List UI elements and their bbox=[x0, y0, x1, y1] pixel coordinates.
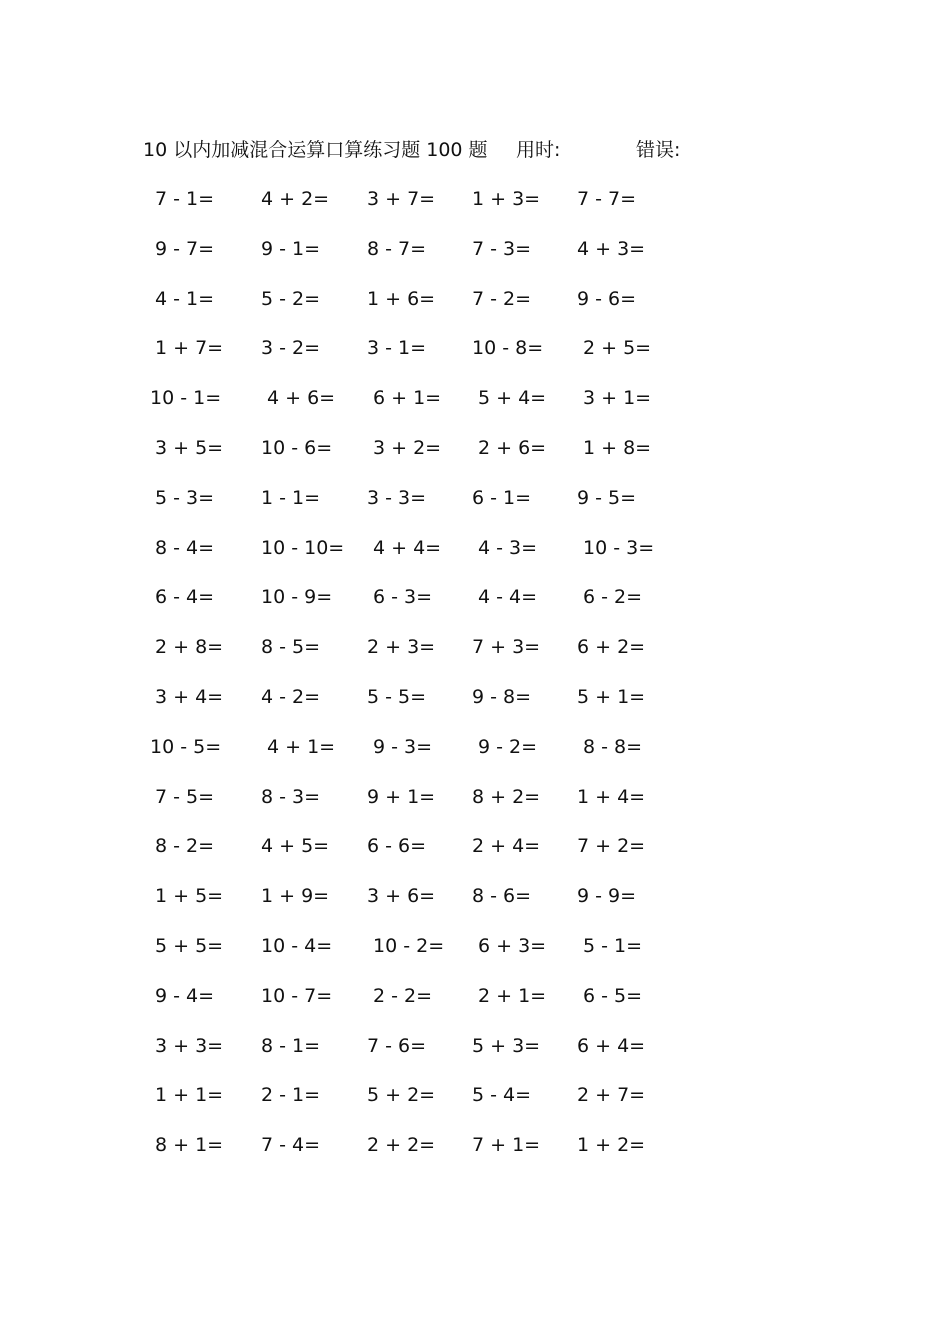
arithmetic-problem: 6 - 5= bbox=[583, 984, 643, 1007]
arithmetic-problem: 7 - 3= bbox=[472, 237, 532, 260]
arithmetic-problem: 2 - 1= bbox=[261, 1084, 321, 1107]
arithmetic-problem: 2 + 6= bbox=[478, 437, 547, 459]
arithmetic-problem: 4 + 6= bbox=[267, 387, 336, 410]
arithmetic-problem: 2 + 4= bbox=[472, 835, 541, 858]
arithmetic-problem: 10 - 1= bbox=[150, 387, 222, 410]
problem-row bbox=[0, 926, 950, 966]
arithmetic-problem: 2 + 5= bbox=[583, 337, 652, 360]
time-used-label: 用时: bbox=[516, 139, 561, 161]
arithmetic-problem: 10 - 6= bbox=[261, 437, 333, 459]
arithmetic-problem: 1 + 8= bbox=[583, 437, 652, 459]
arithmetic-problem: 1 + 5= bbox=[155, 885, 224, 908]
arithmetic-problem: 9 - 4= bbox=[155, 984, 215, 1007]
arithmetic-problem: 8 - 7= bbox=[367, 237, 427, 260]
arithmetic-problem: 9 - 5= bbox=[577, 486, 637, 509]
arithmetic-problem: 1 + 2= bbox=[577, 1134, 646, 1157]
problem-row bbox=[0, 378, 950, 418]
arithmetic-problem: 1 + 6= bbox=[367, 287, 436, 310]
arithmetic-problem: 6 + 2= bbox=[577, 636, 646, 659]
arithmetic-problem: 5 + 3= bbox=[472, 1034, 541, 1057]
arithmetic-problem: 6 - 6= bbox=[367, 835, 427, 858]
arithmetic-problem: 4 + 3= bbox=[577, 237, 646, 260]
arithmetic-problem: 3 + 3= bbox=[155, 1034, 224, 1057]
arithmetic-problem: 10 - 5= bbox=[150, 735, 222, 758]
problem-row bbox=[0, 976, 950, 1016]
problem-row bbox=[0, 627, 950, 667]
arithmetic-problem: 10 - 9= bbox=[261, 586, 333, 609]
arithmetic-problem: 5 + 4= bbox=[478, 387, 547, 410]
arithmetic-problem: 3 - 2= bbox=[261, 337, 321, 360]
arithmetic-problem: 6 + 4= bbox=[577, 1034, 646, 1057]
problem-row bbox=[0, 1075, 950, 1115]
arithmetic-problem: 8 - 6= bbox=[472, 885, 532, 908]
arithmetic-problem: 4 + 5= bbox=[261, 835, 330, 858]
arithmetic-problem: 9 - 7= bbox=[155, 237, 215, 260]
problem-row bbox=[0, 328, 950, 368]
arithmetic-problem: 8 + 2= bbox=[472, 785, 541, 808]
arithmetic-problem: 1 - 1= bbox=[261, 486, 321, 509]
arithmetic-problem: 2 + 3= bbox=[367, 636, 436, 659]
arithmetic-problem: 5 - 5= bbox=[367, 686, 427, 708]
arithmetic-problem: 1 + 1= bbox=[155, 1084, 224, 1107]
arithmetic-problem: 8 - 3= bbox=[261, 785, 321, 808]
arithmetic-problem: 7 + 1= bbox=[472, 1134, 541, 1157]
problem-row bbox=[0, 777, 950, 817]
problem-row bbox=[0, 727, 950, 767]
arithmetic-problem: 7 - 7= bbox=[577, 188, 637, 210]
problem-row bbox=[0, 677, 950, 717]
arithmetic-problem: 5 - 4= bbox=[472, 1084, 532, 1107]
arithmetic-problem: 8 - 5= bbox=[261, 636, 321, 659]
arithmetic-problem: 4 - 2= bbox=[261, 686, 321, 708]
arithmetic-problem: 7 + 3= bbox=[472, 636, 541, 659]
arithmetic-problem: 8 + 1= bbox=[155, 1134, 224, 1157]
arithmetic-problem: 6 + 1= bbox=[373, 387, 442, 410]
worksheet-title: 10 以内加减混合运算口算练习题 100 题 bbox=[143, 139, 488, 161]
arithmetic-problem: 8 - 2= bbox=[155, 835, 215, 858]
arithmetic-problem: 3 + 5= bbox=[155, 437, 224, 459]
arithmetic-problem: 1 + 7= bbox=[155, 337, 224, 360]
problem-row bbox=[0, 1026, 950, 1066]
arithmetic-problem: 1 + 4= bbox=[577, 785, 646, 808]
arithmetic-problem: 8 - 8= bbox=[583, 735, 643, 758]
arithmetic-problem: 5 + 1= bbox=[577, 686, 646, 708]
arithmetic-problem: 5 - 3= bbox=[155, 486, 215, 509]
arithmetic-problem: 6 - 1= bbox=[472, 486, 532, 509]
problem-row bbox=[0, 528, 950, 568]
problem-row bbox=[0, 279, 950, 319]
arithmetic-problem: 5 + 2= bbox=[367, 1084, 436, 1107]
arithmetic-problem: 8 - 1= bbox=[261, 1034, 321, 1057]
arithmetic-problem: 7 - 2= bbox=[472, 287, 532, 310]
problem-row bbox=[0, 229, 950, 269]
arithmetic-problem: 3 + 4= bbox=[155, 686, 224, 708]
arithmetic-problem: 3 + 7= bbox=[367, 188, 436, 210]
arithmetic-problem: 10 - 3= bbox=[583, 536, 655, 559]
arithmetic-problem: 10 - 10= bbox=[261, 536, 345, 559]
problem-row bbox=[0, 577, 950, 617]
arithmetic-problem: 9 + 1= bbox=[367, 785, 436, 808]
arithmetic-problem: 6 - 3= bbox=[373, 586, 433, 609]
arithmetic-problem: 10 - 2= bbox=[373, 935, 445, 957]
arithmetic-problem: 1 + 3= bbox=[472, 188, 541, 210]
arithmetic-problem: 4 + 1= bbox=[267, 735, 336, 758]
arithmetic-problem: 1 + 9= bbox=[261, 885, 330, 908]
arithmetic-problem: 2 + 1= bbox=[478, 984, 547, 1007]
arithmetic-problem: 3 + 2= bbox=[373, 437, 442, 459]
arithmetic-problem: 7 - 4= bbox=[261, 1134, 321, 1157]
arithmetic-problem: 3 + 6= bbox=[367, 885, 436, 908]
arithmetic-problem: 7 - 5= bbox=[155, 785, 215, 808]
arithmetic-problem: 4 + 4= bbox=[373, 536, 442, 559]
arithmetic-problem: 7 - 1= bbox=[155, 188, 215, 210]
arithmetic-problem: 4 + 2= bbox=[261, 188, 330, 210]
errors-label: 错误: bbox=[636, 139, 681, 161]
arithmetic-problem: 4 - 4= bbox=[478, 586, 538, 609]
arithmetic-problem: 6 - 2= bbox=[583, 586, 643, 609]
arithmetic-problem: 5 - 1= bbox=[583, 935, 643, 957]
arithmetic-problem: 2 + 2= bbox=[367, 1134, 436, 1157]
arithmetic-problem: 2 + 7= bbox=[577, 1084, 646, 1107]
arithmetic-problem: 9 - 9= bbox=[577, 885, 637, 908]
problem-row bbox=[0, 826, 950, 866]
arithmetic-problem: 5 - 2= bbox=[261, 287, 321, 310]
arithmetic-problem: 3 - 1= bbox=[367, 337, 427, 360]
problem-row bbox=[0, 478, 950, 518]
arithmetic-problem: 7 - 6= bbox=[367, 1034, 427, 1057]
arithmetic-problem: 9 - 2= bbox=[478, 735, 538, 758]
arithmetic-problem: 9 - 8= bbox=[472, 686, 532, 708]
arithmetic-problem: 4 - 3= bbox=[478, 536, 538, 559]
problem-row bbox=[0, 179, 950, 219]
arithmetic-problem: 7 + 2= bbox=[577, 835, 646, 858]
problem-row bbox=[0, 876, 950, 916]
problem-row bbox=[0, 428, 950, 468]
arithmetic-problem: 3 + 1= bbox=[583, 387, 652, 410]
arithmetic-problem: 8 - 4= bbox=[155, 536, 215, 559]
arithmetic-problem: 5 + 5= bbox=[155, 935, 224, 957]
arithmetic-problem: 10 - 7= bbox=[261, 984, 333, 1007]
arithmetic-problem: 2 + 8= bbox=[155, 636, 224, 659]
arithmetic-problem: 6 + 3= bbox=[478, 935, 547, 957]
arithmetic-problem: 10 - 4= bbox=[261, 935, 333, 957]
arithmetic-problem: 9 - 3= bbox=[373, 735, 433, 758]
arithmetic-problem: 9 - 1= bbox=[261, 237, 321, 260]
arithmetic-problem: 9 - 6= bbox=[577, 287, 637, 310]
arithmetic-problem: 6 - 4= bbox=[155, 586, 215, 609]
arithmetic-problem: 2 - 2= bbox=[373, 984, 433, 1007]
arithmetic-problem: 3 - 3= bbox=[367, 486, 427, 509]
arithmetic-problem: 4 - 1= bbox=[155, 287, 215, 310]
problem-row bbox=[0, 1125, 950, 1165]
arithmetic-problem: 10 - 8= bbox=[472, 337, 544, 360]
